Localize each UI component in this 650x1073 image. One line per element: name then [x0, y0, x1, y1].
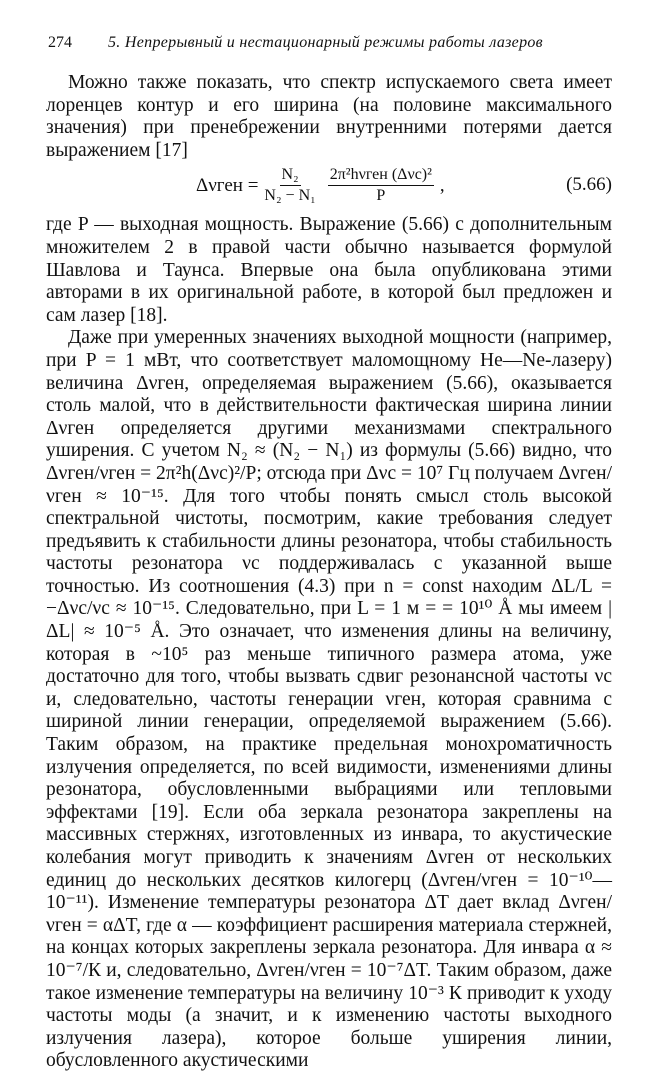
page-body [46, 72, 612, 1073]
equation-fraction-2 [328, 166, 434, 205]
equation-number: (5.66) [566, 174, 612, 196]
fraction-1-denominator: N₂ − N₁ [264, 187, 316, 205]
equation-fraction-1 [264, 166, 315, 205]
fraction-2-numerator: 2π²hνген (Δνc)² [328, 166, 434, 186]
fraction-2-denominator: P [376, 187, 386, 205]
running-title: 5. Непрерывный и нестационарный режимы работы лазеров [108, 34, 543, 51]
equation-5-66 [46, 162, 612, 214]
fraction-1-numerator: N₂ [280, 166, 301, 186]
paragraph-definition: где P — выходная мощность. Выражение (5.66) с дополнительным множителем 2 в правой части обычно называется формулой Шавлова и Таунса. Впервые она была опубликована этими авторами в их оригинальной работе, в которой был предложен и сам лазер [18]. [46, 214, 612, 326]
equation-tail: , [439, 174, 445, 196]
paragraph-discussion: Даже при умеренных значениях выходной мощности (например, при P = 1 мВт, что соответствует маломощному He—Ne-лазеру) величина Δνген, определяемая выражением (5.66), оказывается столь малой, что в действительности фактическая ширина линии Δνген определяется другими механизмами спектрального уширения. С учетом N₂ ≈ (N₂ − N₁) из формулы (5.66) видно, что Δνген/νген = 2π²h(Δνc)²/P; отсюда при Δνc = 10⁷ Гц получаем Δνген/νген ≈ 10⁻¹⁵. Для того чтобы понять смысл столь высокой спектральной чистоты, посмотрим, какие требования следует предъявить к стабильности длины резонатора, чтобы стабильность частоты резонатора νc поддерживалась с указанной выше точностью. Из соотношения (4.3) при n = const находим ΔL/L = −Δνc/νc ≈ 10⁻¹⁵. Следовательно, при L = 1 м = = 10¹⁰ Å мы имеем |ΔL| ≈ 10⁻⁵ Å. Это означает, что изменения длины на величину, которая в ~10⁵ раз меньше типичного размера атома, уже достаточно для того, чтобы вызвать сдвиг резонансной частоты νc и, следовательно, частоты генерации νген, которая сравнима с шириной линии генерации, определяемой выражением (5.66). Таким образом, на практике предельная монохроматичность излучения определяется, по всей видимости, изменениями длины резонатора, обусловленными выбрациями или тепловыми эффектами [19]. Если оба зеркала резонатора закреплены на массивных стержнях, изготовленных из инвара, то акустические колебания могут приводить к значениям Δνген от нескольких единиц до нескольких десятков килогерц (Δνген/νген = 10⁻¹⁰—10⁻¹¹). Изменение температуры резонатора ΔT дает вклад Δνген/νген = αΔT, где α — коэффициент расширения материала стержней, на концах которых закреплены зеркала резонатора. Для инвара α ≈ 10⁻⁷/К и, следовательно, Δνген/νген = 10⁻⁷ΔT. Таким образом, даже такое изменение температуры на величину 10⁻³ К приводит к уходу частоты моды (а значит, и к изменению частоты выходного излучения лазера), которое больше уширения линии, обусловленного акустическими [46, 327, 612, 1072]
equation-formula [196, 166, 445, 205]
running-header [48, 34, 618, 52]
paragraph-intro: Можно также показать, что спектр испускаемого света имеет лоренцев контур и его ширина (на половине максимального значения) при пренебрежении внутренними потерями дается выражением [17] [46, 72, 612, 161]
page-number: 274 [48, 34, 72, 51]
equation-lhs: Δνген = [196, 174, 259, 196]
